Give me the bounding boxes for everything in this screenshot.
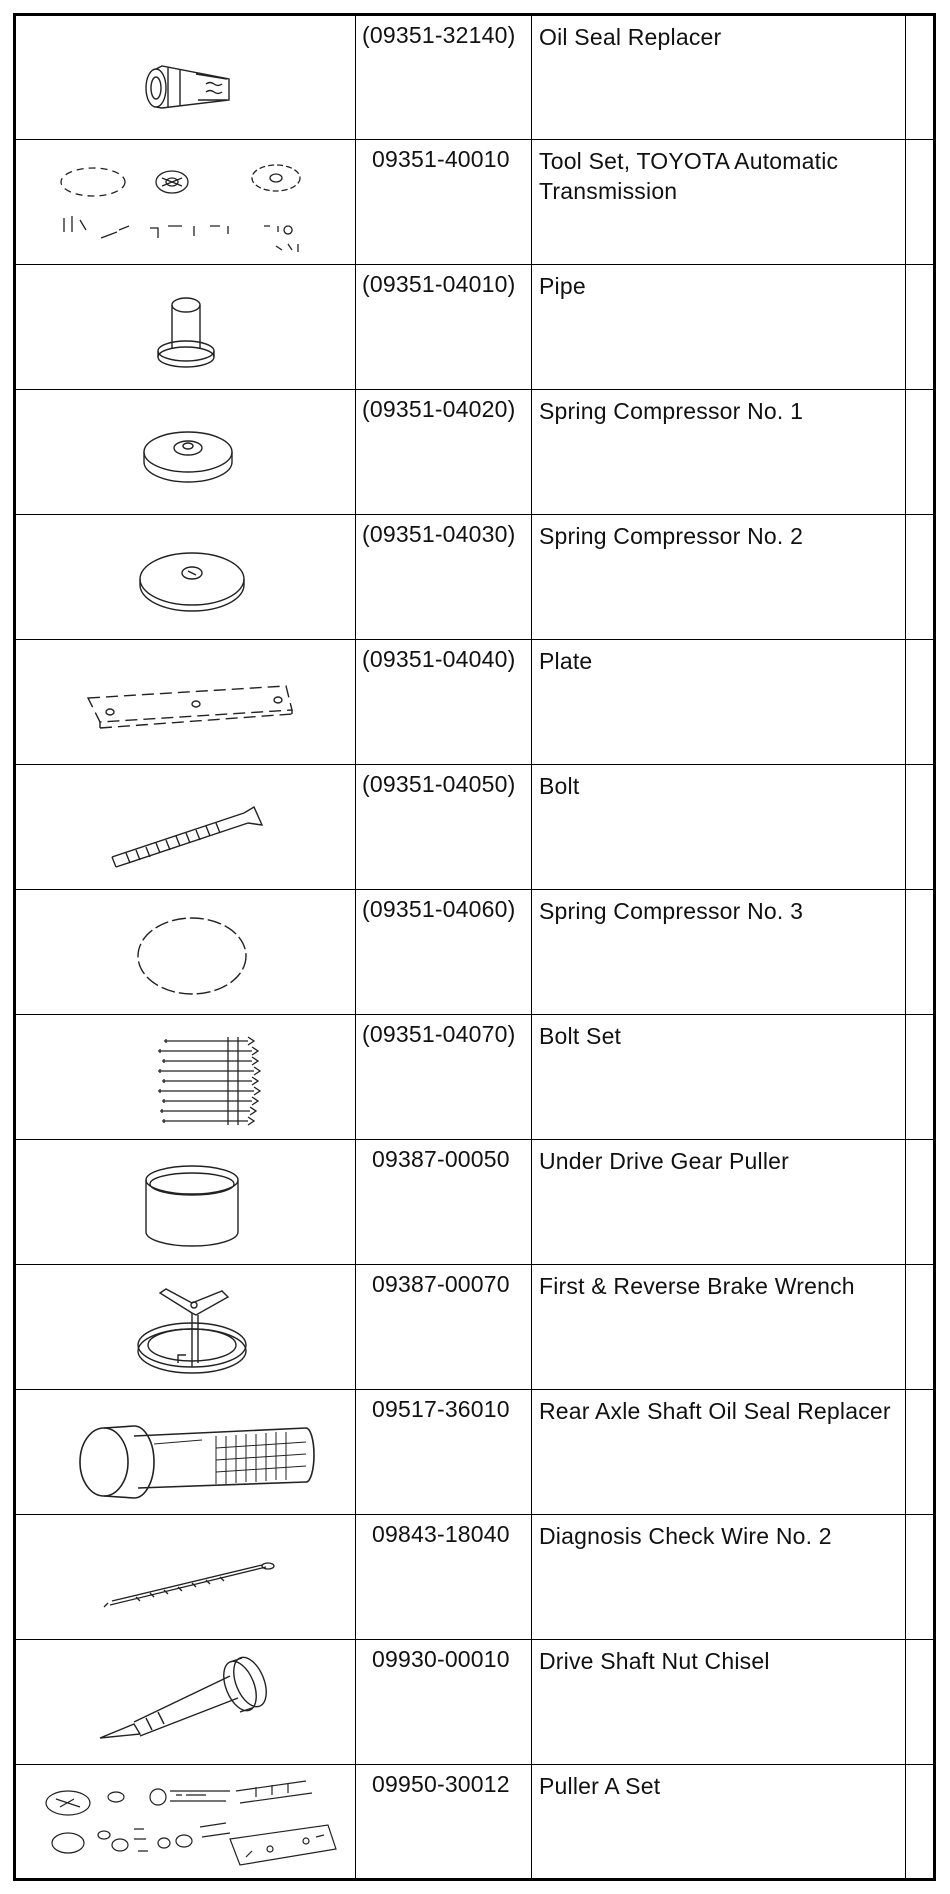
part-number: (09351-04040) [356, 640, 532, 764]
tool-illustration-cell [16, 890, 356, 1014]
tool-illustration-cell [16, 1640, 356, 1764]
note-cell [906, 1640, 933, 1764]
part-number: (09351-04010) [356, 265, 532, 389]
note-cell [906, 1515, 933, 1639]
part-number: (09351-04070) [356, 1015, 532, 1139]
spring-compressor-1-icon [16, 390, 356, 515]
part-number: 09950-30012 [356, 1765, 532, 1878]
table-row [16, 640, 933, 765]
tool-name: Bolt Set [532, 1015, 906, 1139]
axle-seal-replacer-icon [16, 1390, 356, 1515]
tool-name: Puller A Set [532, 1765, 906, 1878]
tool-illustration-cell [16, 1390, 356, 1514]
oil-seal-replacer-icon [16, 16, 356, 140]
tool-illustration-cell [16, 1015, 356, 1139]
part-number: (09351-04050) [356, 765, 532, 889]
spring-compressor-2-icon [16, 515, 356, 640]
tool-illustration-cell [16, 265, 356, 389]
table-row [16, 1515, 933, 1640]
tool-name: Plate [532, 640, 906, 764]
table-row [16, 390, 933, 515]
tool-name: Diagnosis Check Wire No. 2 [532, 1515, 906, 1639]
tool-name: Spring Compressor No. 1 [532, 390, 906, 514]
tool-name: Spring Compressor No. 3 [532, 890, 906, 1014]
table-row [16, 1640, 933, 1765]
tool-illustration-cell [16, 1140, 356, 1264]
part-number: (09351-04020) [356, 390, 532, 514]
note-cell [906, 640, 933, 764]
tool-name: Spring Compressor No. 2 [532, 515, 906, 639]
note-cell [906, 390, 933, 514]
note-cell [906, 1265, 933, 1389]
tool-illustration-cell [16, 1265, 356, 1389]
tool-illustration-cell [16, 140, 356, 264]
part-number: 09387-00070 [356, 1265, 532, 1389]
tool-name: Drive Shaft Nut Chisel [532, 1640, 906, 1764]
part-number: 09930-00010 [356, 1640, 532, 1764]
tool-name: Tool Set, TOYOTA Automatic Transmission [532, 140, 906, 264]
check-wire-icon [16, 1515, 356, 1640]
table-row [16, 16, 933, 140]
tool-name: Oil Seal Replacer [532, 16, 906, 139]
tool-illustration-cell [16, 765, 356, 889]
note-cell [906, 890, 933, 1014]
bolt-set-icon [16, 1015, 356, 1140]
gear-puller-icon [16, 1140, 356, 1265]
tool-name: First & Reverse Brake Wrench [532, 1265, 906, 1389]
nut-chisel-icon [16, 1640, 356, 1765]
note-cell [906, 1140, 933, 1264]
bolt-icon [16, 765, 356, 890]
part-number: (09351-04060) [356, 890, 532, 1014]
tool-name: Rear Axle Shaft Oil Seal Replacer [532, 1390, 906, 1514]
note-cell [906, 765, 933, 889]
part-number: (09351-32140) [356, 16, 532, 139]
note-cell [906, 265, 933, 389]
tool-name: Bolt [532, 765, 906, 889]
table-row [16, 1390, 933, 1515]
table-row [16, 890, 933, 1015]
note-cell [906, 1765, 933, 1878]
brake-wrench-icon [16, 1265, 356, 1390]
table-row [16, 515, 933, 640]
tool-set-icon [16, 140, 356, 265]
tool-illustration-cell [16, 1765, 356, 1878]
note-cell [906, 1390, 933, 1514]
note-cell [906, 140, 933, 264]
tool-illustration-cell [16, 16, 356, 139]
special-tools-table [13, 13, 936, 1881]
table-row [16, 140, 933, 265]
tool-name: Pipe [532, 265, 906, 389]
part-number: (09351-04030) [356, 515, 532, 639]
table-row [16, 765, 933, 890]
part-number: 09843-18040 [356, 1515, 532, 1639]
part-number: 09387-00050 [356, 1140, 532, 1264]
tool-illustration-cell [16, 640, 356, 764]
plate-icon [16, 640, 356, 765]
table-row [16, 1140, 933, 1265]
note-cell [906, 515, 933, 639]
note-cell [906, 1015, 933, 1139]
part-number: 09351-40010 [356, 140, 532, 264]
table-row [16, 1015, 933, 1140]
table-row [16, 265, 933, 390]
tool-name: Under Drive Gear Puller [532, 1140, 906, 1264]
table-row [16, 1265, 933, 1390]
note-cell [906, 16, 933, 139]
pipe-icon [16, 265, 356, 390]
part-number: 09517-36010 [356, 1390, 532, 1514]
tool-illustration-cell [16, 515, 356, 639]
tool-illustration-cell [16, 390, 356, 514]
tool-illustration-cell [16, 1515, 356, 1639]
table-row [16, 1765, 933, 1878]
spring-compressor-3-icon [16, 890, 356, 1015]
puller-set-icon [16, 1765, 356, 1878]
